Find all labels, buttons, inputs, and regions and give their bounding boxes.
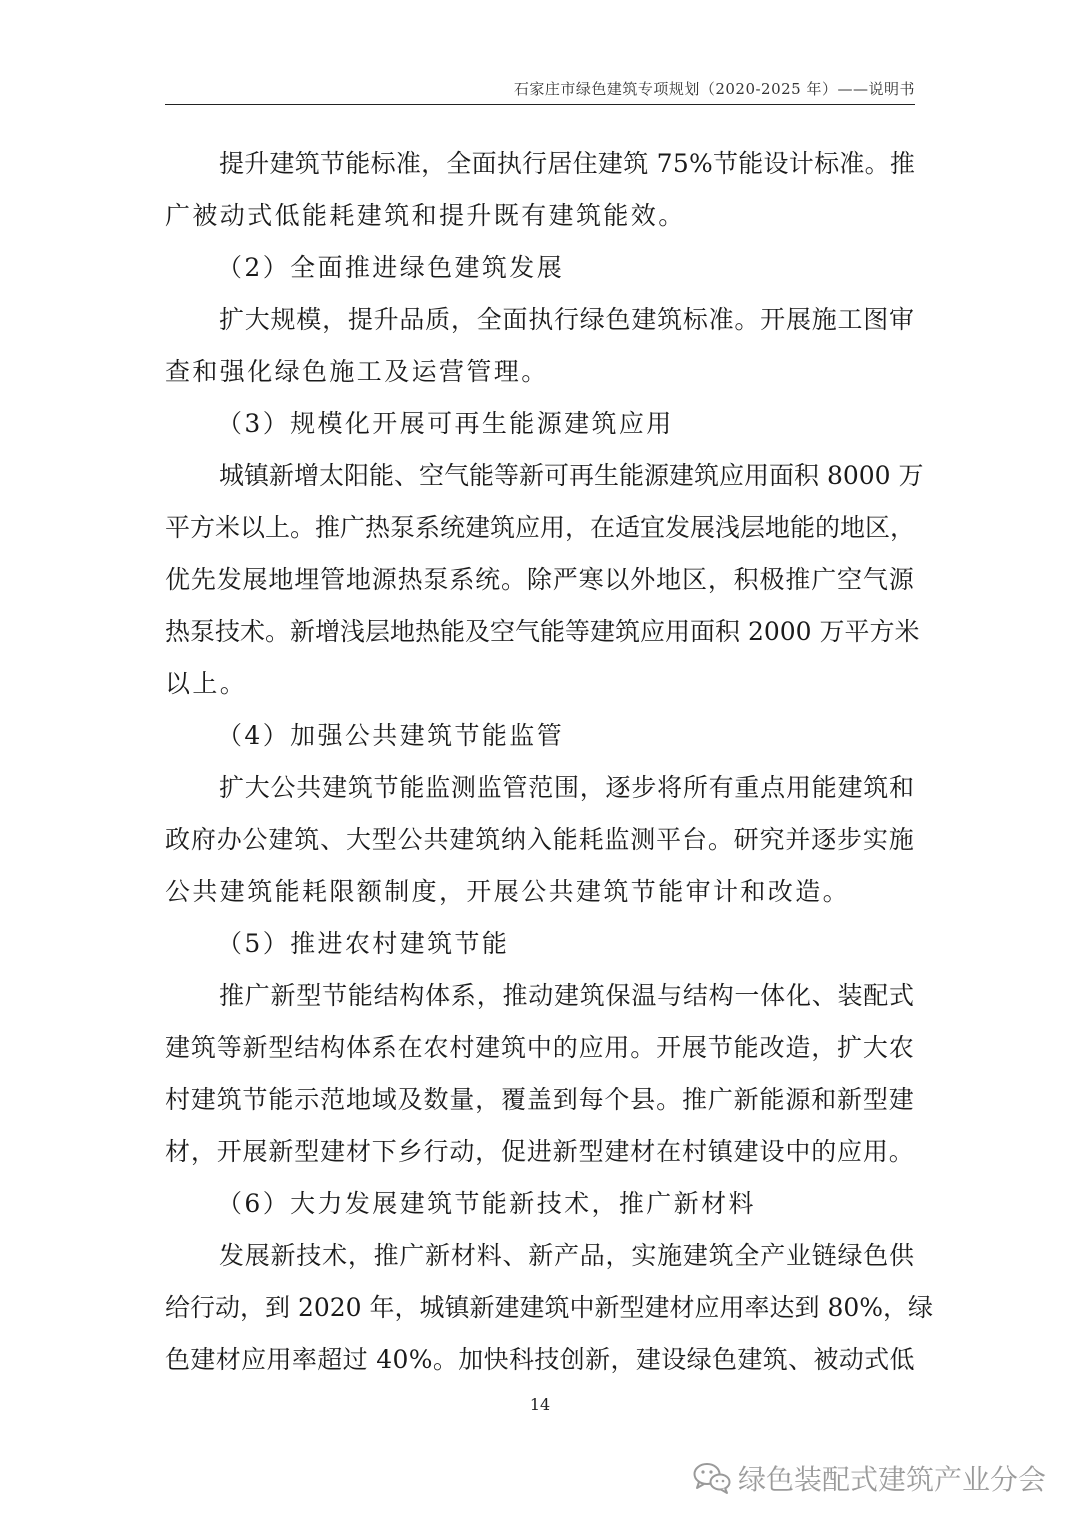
body-line: 材，开展新型建材下乡行动，促进新型建材在村镇建设中的应用。 [165,1137,915,1166]
body-line: 发展新技术，推广新材料、新产品，实施建筑全产业链绿色供 [219,1241,915,1270]
body-line: 推广新型节能结构体系，推动建筑保温与结构一体化、装配式 [219,981,915,1010]
section-heading: （4）加强公共建筑节能监管 [217,721,565,750]
document-body [165,138,934,1386]
header-rule [165,104,915,105]
body-line: 色建材应用率超过 40%。加快科技创新，建设绿色建筑、被动式低 [165,1345,915,1374]
watermark-text: 绿色装配式建筑产业分会 [737,1463,1046,1496]
body-line: 建筑等新型结构体系在农村建筑中的应用。开展节能改造，扩大农 [165,1033,915,1062]
body-line: 广被动式低能耗建筑和提升既有建筑能效。 [165,201,686,230]
body-line: 热泵技术。新增浅层地热能及空气能等建筑应用面积 2000 万平方米 [165,617,920,646]
page-number: 14 [529,1395,551,1414]
page-header: 石家庄市绿色建筑专项规划（2020-2025 年）——说明书 [513,80,915,98]
section-heading: （5）推进农村建筑节能 [217,929,510,958]
body-line: 平方米以上。推广热泵系统建筑应用，在适宜发展浅层地能的地区， [165,513,916,542]
section-heading: （2）全面推进绿色建筑发展 [217,253,565,282]
body-line: 公共建筑能耗限额制度，开展公共建筑节能审计和改造。 [165,877,851,906]
body-line: 提升建筑节能标准，全面执行居住建筑 75%节能设计标准。推 [219,149,916,178]
body-line: 村建筑节能示范地域及数量，覆盖到每个县。推广新能源和新型建 [165,1085,915,1114]
body-line: 优先发展地埋管地源热泵系统。除严寒以外地区，积极推广空气源 [165,565,915,594]
section-heading: （3）规模化开展可再生能源建筑应用 [217,409,674,438]
section-heading: （6）大力发展建筑节能新技术，推广新材料 [217,1189,756,1218]
body-line: 查和强化绿色施工及运营管理。 [165,357,549,386]
watermark [692,1458,1046,1498]
body-line: 以上。 [165,669,248,698]
wechat-icon [692,1461,732,1495]
body-line: 扩大公共建筑节能监测监管范围，逐步将所有重点用能建筑和 [219,773,915,802]
body-line: 扩大规模，提升品质，全面执行绿色建筑标准。开展施工图审 [219,305,915,334]
body-line: 城镇新增太阳能、空气能等新可再生能源建筑应用面积 8000 万 [219,461,924,490]
body-line: 政府办公建筑、大型公共建筑纳入能耗监测平台。研究并逐步实施 [165,825,915,854]
body-line: 给行动，到 2020 年，城镇新建建筑中新型建材应用率达到 80%，绿 [165,1293,934,1322]
